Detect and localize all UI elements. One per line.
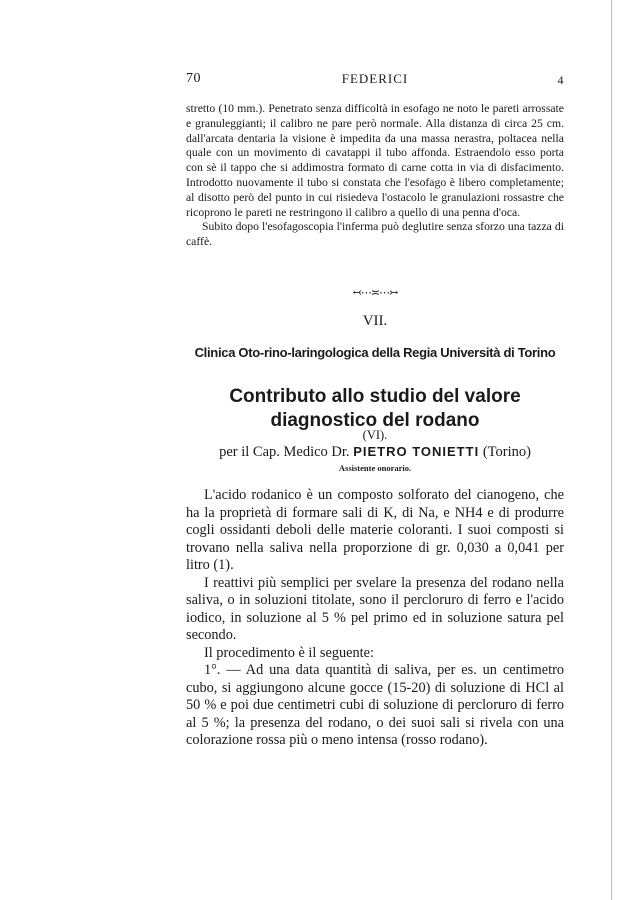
body-paragraph: Il procedimento è il seguente: bbox=[204, 644, 374, 661]
previous-article-text bbox=[186, 102, 564, 250]
running-header bbox=[186, 71, 564, 89]
article-title: Contributo allo studio del valore diagnostico del rodano bbox=[229, 386, 521, 431]
page-number: 70 bbox=[186, 71, 201, 86]
author-name: PIETRO TONIETTI bbox=[353, 444, 480, 459]
byline bbox=[186, 444, 564, 461]
running-title: FEDERICI bbox=[341, 71, 409, 86]
byline-prefix: per il Cap. Medico Dr. bbox=[219, 444, 350, 460]
author-place: (Torino) bbox=[482, 444, 531, 460]
author-role: Assistente onorario. bbox=[338, 463, 412, 473]
body-paragraph: 1°. — Ad una data quantità di saliva, per es. un centimetro cubo, si aggiungono alcune gocce (15-20) di soluzione di HCl al 50 % e poi due centimetri cubi di soluzione di percloruro di ferro al 5 %; la presenza del rodano, o dei suoi sali si rivela con una colorazione rossa più o meno intensa (rosso rodano). bbox=[186, 662, 564, 748]
article-volume: (VI). bbox=[362, 428, 388, 442]
clinic-heading: Clinica Oto-rino-laringologica della Regia Università di Torino bbox=[194, 345, 556, 360]
article-body bbox=[186, 487, 564, 750]
section-number: VII. bbox=[362, 313, 388, 329]
page-edge-line bbox=[611, 0, 612, 900]
signature-mark: 4 bbox=[557, 73, 564, 87]
body-paragraph: I reattivi più semplici per svelare la presenza del rodano nella saliva, o in soluzioni titolate, sono il percloruro di ferro e l'acido iodico, in soluzione al 5 % pel primo ed in soluzione satura pel secondo. bbox=[186, 574, 564, 643]
previous-paragraph: Subito dopo l'esofagoscopia l'inferma può deglutire senza sforzo una tazza di caffè. bbox=[186, 220, 564, 249]
ornament-divider: ↢⋯≍⋯↣ bbox=[352, 287, 398, 299]
previous-paragraph: stretto (10 mm.). Penetrato senza difficoltà in esofago ne noto le pareti arrossate e granuleggianti; il calibro ne pare però normale. Alla distanza di circa 25 cm. dall'arcata dentaria la visione è impedita da una massa nerastra, poltacea nella quale con un movimento di cavatappi il tubo affonda. Estraendolo esso porta con sè il tappo che si addimostra formato di carne cotta in via di disfacimento. Introdotto nuovamente il tubo si constata che l'esofago è libero completamente; al disotto però del punto in cui risiedeva l'ostacolo le granulazioni rossastre che ricoprono le pareti ne restringono il calibro a quello di una penna d'oca. bbox=[186, 102, 564, 219]
body-paragraph: L'acido rodanico è un composto solforato del cianogeno, che ha la proprietà di formare sali di K, di Na, e NH4 e di produrre cogli ossidanti deboli delle materie coloranti. I suoi composti si trovano nella saliva nella proporzione di gr. 0,030 a 0,041 per litro (1). bbox=[186, 487, 564, 573]
